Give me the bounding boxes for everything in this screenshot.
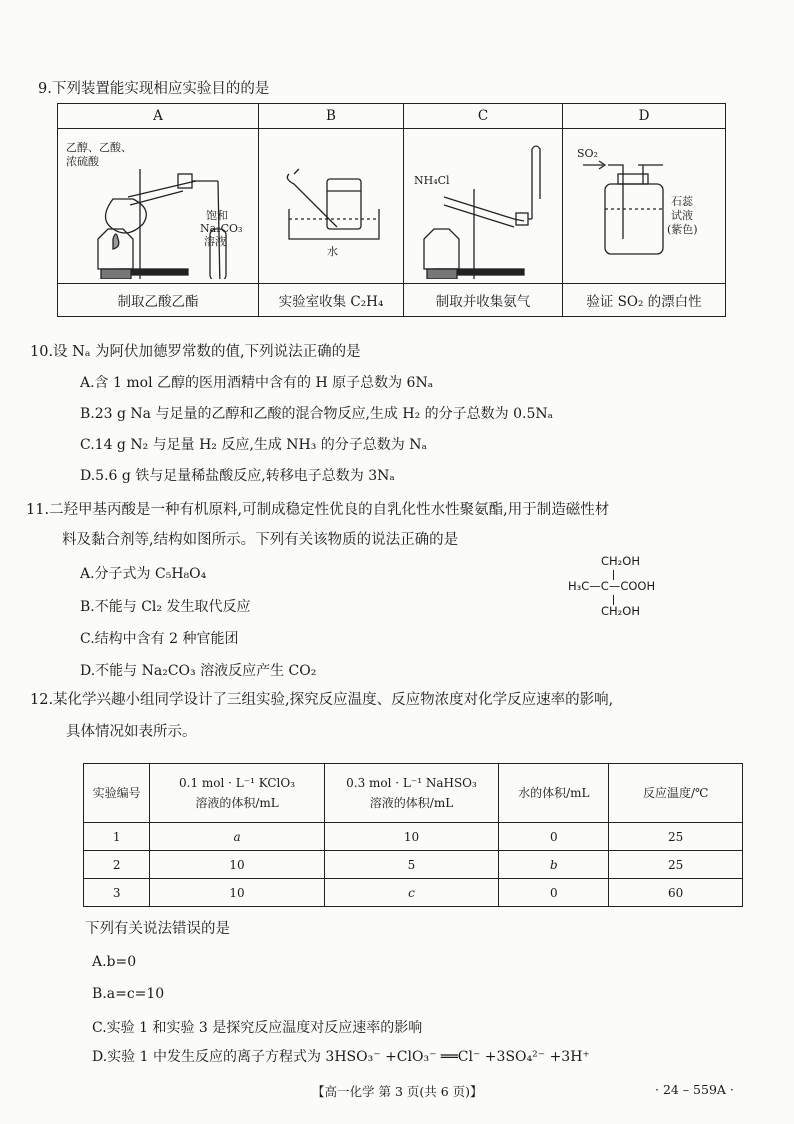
label-water: 水 [327,245,338,258]
q10-option-d: D.5.6 g 铁与足量稀盐酸反应,转移电子总数为 3Nₐ [80,468,395,484]
cell: 5 [324,851,499,879]
q10-option-b: B.23 g Na 与足量的乙醇和乙酸的混合物反应,生成 H₂ 的分子总数为 0.5Nₐ [80,406,553,422]
q12-option-a: A.b=0 [92,954,137,970]
q10-option-c: C.14 g N₂ 与足量 H₂ 反应,生成 NH₃ 的分子总数为 Nₐ [80,437,427,453]
label-solution: 溶液 [204,235,226,248]
q11-option-d: D.不能与 Na₂CO₃ 溶液反应产生 CO₂ [80,663,317,679]
q10-option-a: A.含 1 mol 乙醇的医用酒精中含有的 H 原子总数为 6Nₐ [80,375,434,391]
apparatus-a [58,129,259,284]
header-water-volume: 水的体积/mL [499,764,609,823]
cell: c [324,879,499,907]
q11-stem-line1: 11.二羟甲基丙酸是一种有机原料,可制成稳定性优良的自乳化性水性聚氨酯,用于制造磁性材 [26,502,610,518]
q12-stem-line2: 具体情况如表所示。 [66,724,197,740]
label-purple: (紫色) [667,223,698,236]
q11-stem-line2: 料及黏合剂等,结构如图所示。下列有关该物质的说法正确的是 [62,532,459,548]
cell: 10 [150,879,324,907]
table-row [84,879,743,907]
cell: 0 [499,879,609,907]
header-nahso3-volume: 0.3 mol · L⁻¹ NaHSO₃ 溶液的体积/mL [324,764,499,823]
so2-bottle-illustration [563,129,725,279]
paper-code: · 24 – 559A · [655,1082,734,1097]
q11-option-c: C.结构中含有 2 种官能团 [80,631,239,647]
cell: 3 [84,879,150,907]
q11-option-a: A.分子式为 C₅H₈O₄ [80,566,207,582]
structure-bottom-group: CH₂OH [601,604,640,618]
structure-main-chain: H₃C—C—COOH [568,579,656,593]
col-d-header: D [563,104,726,129]
q12-stem-line1: 12.某化学兴趣小组同学设计了三组实验,探究反应温度、反应物浓度对化学反应速率的影响, [30,692,614,708]
cell: 2 [84,851,150,879]
label-test-solution: 试液 [671,209,693,222]
label-nh4cl: NH₄Cl [414,174,450,187]
col-b-header: B [259,104,404,129]
label-saturated: 饱和 [206,209,228,222]
ammonia-apparatus-illustration [404,129,562,279]
q12-option-d: D.实验 1 中发生反应的离子方程式为 3HSO₃⁻ +ClO₃⁻ ══Cl⁻ +3SO₄²⁻ +3H⁺ [92,1049,590,1065]
gas-collection-illustration [259,129,403,279]
col-c-header: C [404,104,563,129]
esterification-apparatus-illustration [58,129,258,279]
cell: b [499,851,609,879]
cell: 25 [609,823,743,851]
caption-b: 实验室收集 C₂H₄ [259,284,404,317]
cell: 10 [150,851,324,879]
cell: 0 [499,823,609,851]
label-na2co3: Na₂CO₃ [200,222,243,235]
header-temperature: 反应温度/℃ [609,764,743,823]
apparatus-b [259,129,404,284]
header-experiment-no: 实验编号 [84,764,150,823]
label-litmus: 石蕊 [671,195,693,208]
caption-d: 验证 SO₂ 的漂白性 [563,284,726,317]
label-so2: SO₂ [577,147,598,160]
q12-option-c: C.实验 1 和实验 3 是探究反应温度对反应速率的影响 [92,1020,423,1036]
table-row [84,851,743,879]
col-a-header: A [58,104,259,129]
q9-apparatus-table [57,103,726,317]
label-ethanol-acetic-acid: 乙醇、乙酸、 [66,141,132,154]
apparatus-d [563,129,726,284]
q9-stem: 9.下列装置能实现相应实验目的的是 [38,81,270,97]
q12-experiment-table [83,763,743,907]
cell: 1 [84,823,150,851]
apparatus-c [404,129,563,284]
table-row [84,823,743,851]
header-kclo3-volume: 0.1 mol · L⁻¹ KClO₃ 溶液的体积/mL [150,764,324,823]
cell: a [150,823,324,851]
caption-c: 制取并收集氨气 [404,284,563,317]
cell: 60 [609,879,743,907]
q11-option-b: B.不能与 Cl₂ 发生取代反应 [80,599,251,615]
page-footer: 【高一化学 第 3 页(共 6 页)】 [312,1084,483,1099]
caption-a: 制取乙酸乙酯 [58,284,259,317]
label-sulfuric-acid: 浓硫酸 [66,155,99,168]
cell: 25 [609,851,743,879]
cell: 10 [324,823,499,851]
q10-stem: 10.设 Nₐ 为阿伏加德罗常数的值,下列说法正确的是 [30,344,361,360]
structure-top-group: CH₂OH [601,554,640,568]
q12-sub-stem: 下列有关说法错误的是 [85,921,230,937]
q12-option-b: B.a=c=10 [92,986,165,1002]
